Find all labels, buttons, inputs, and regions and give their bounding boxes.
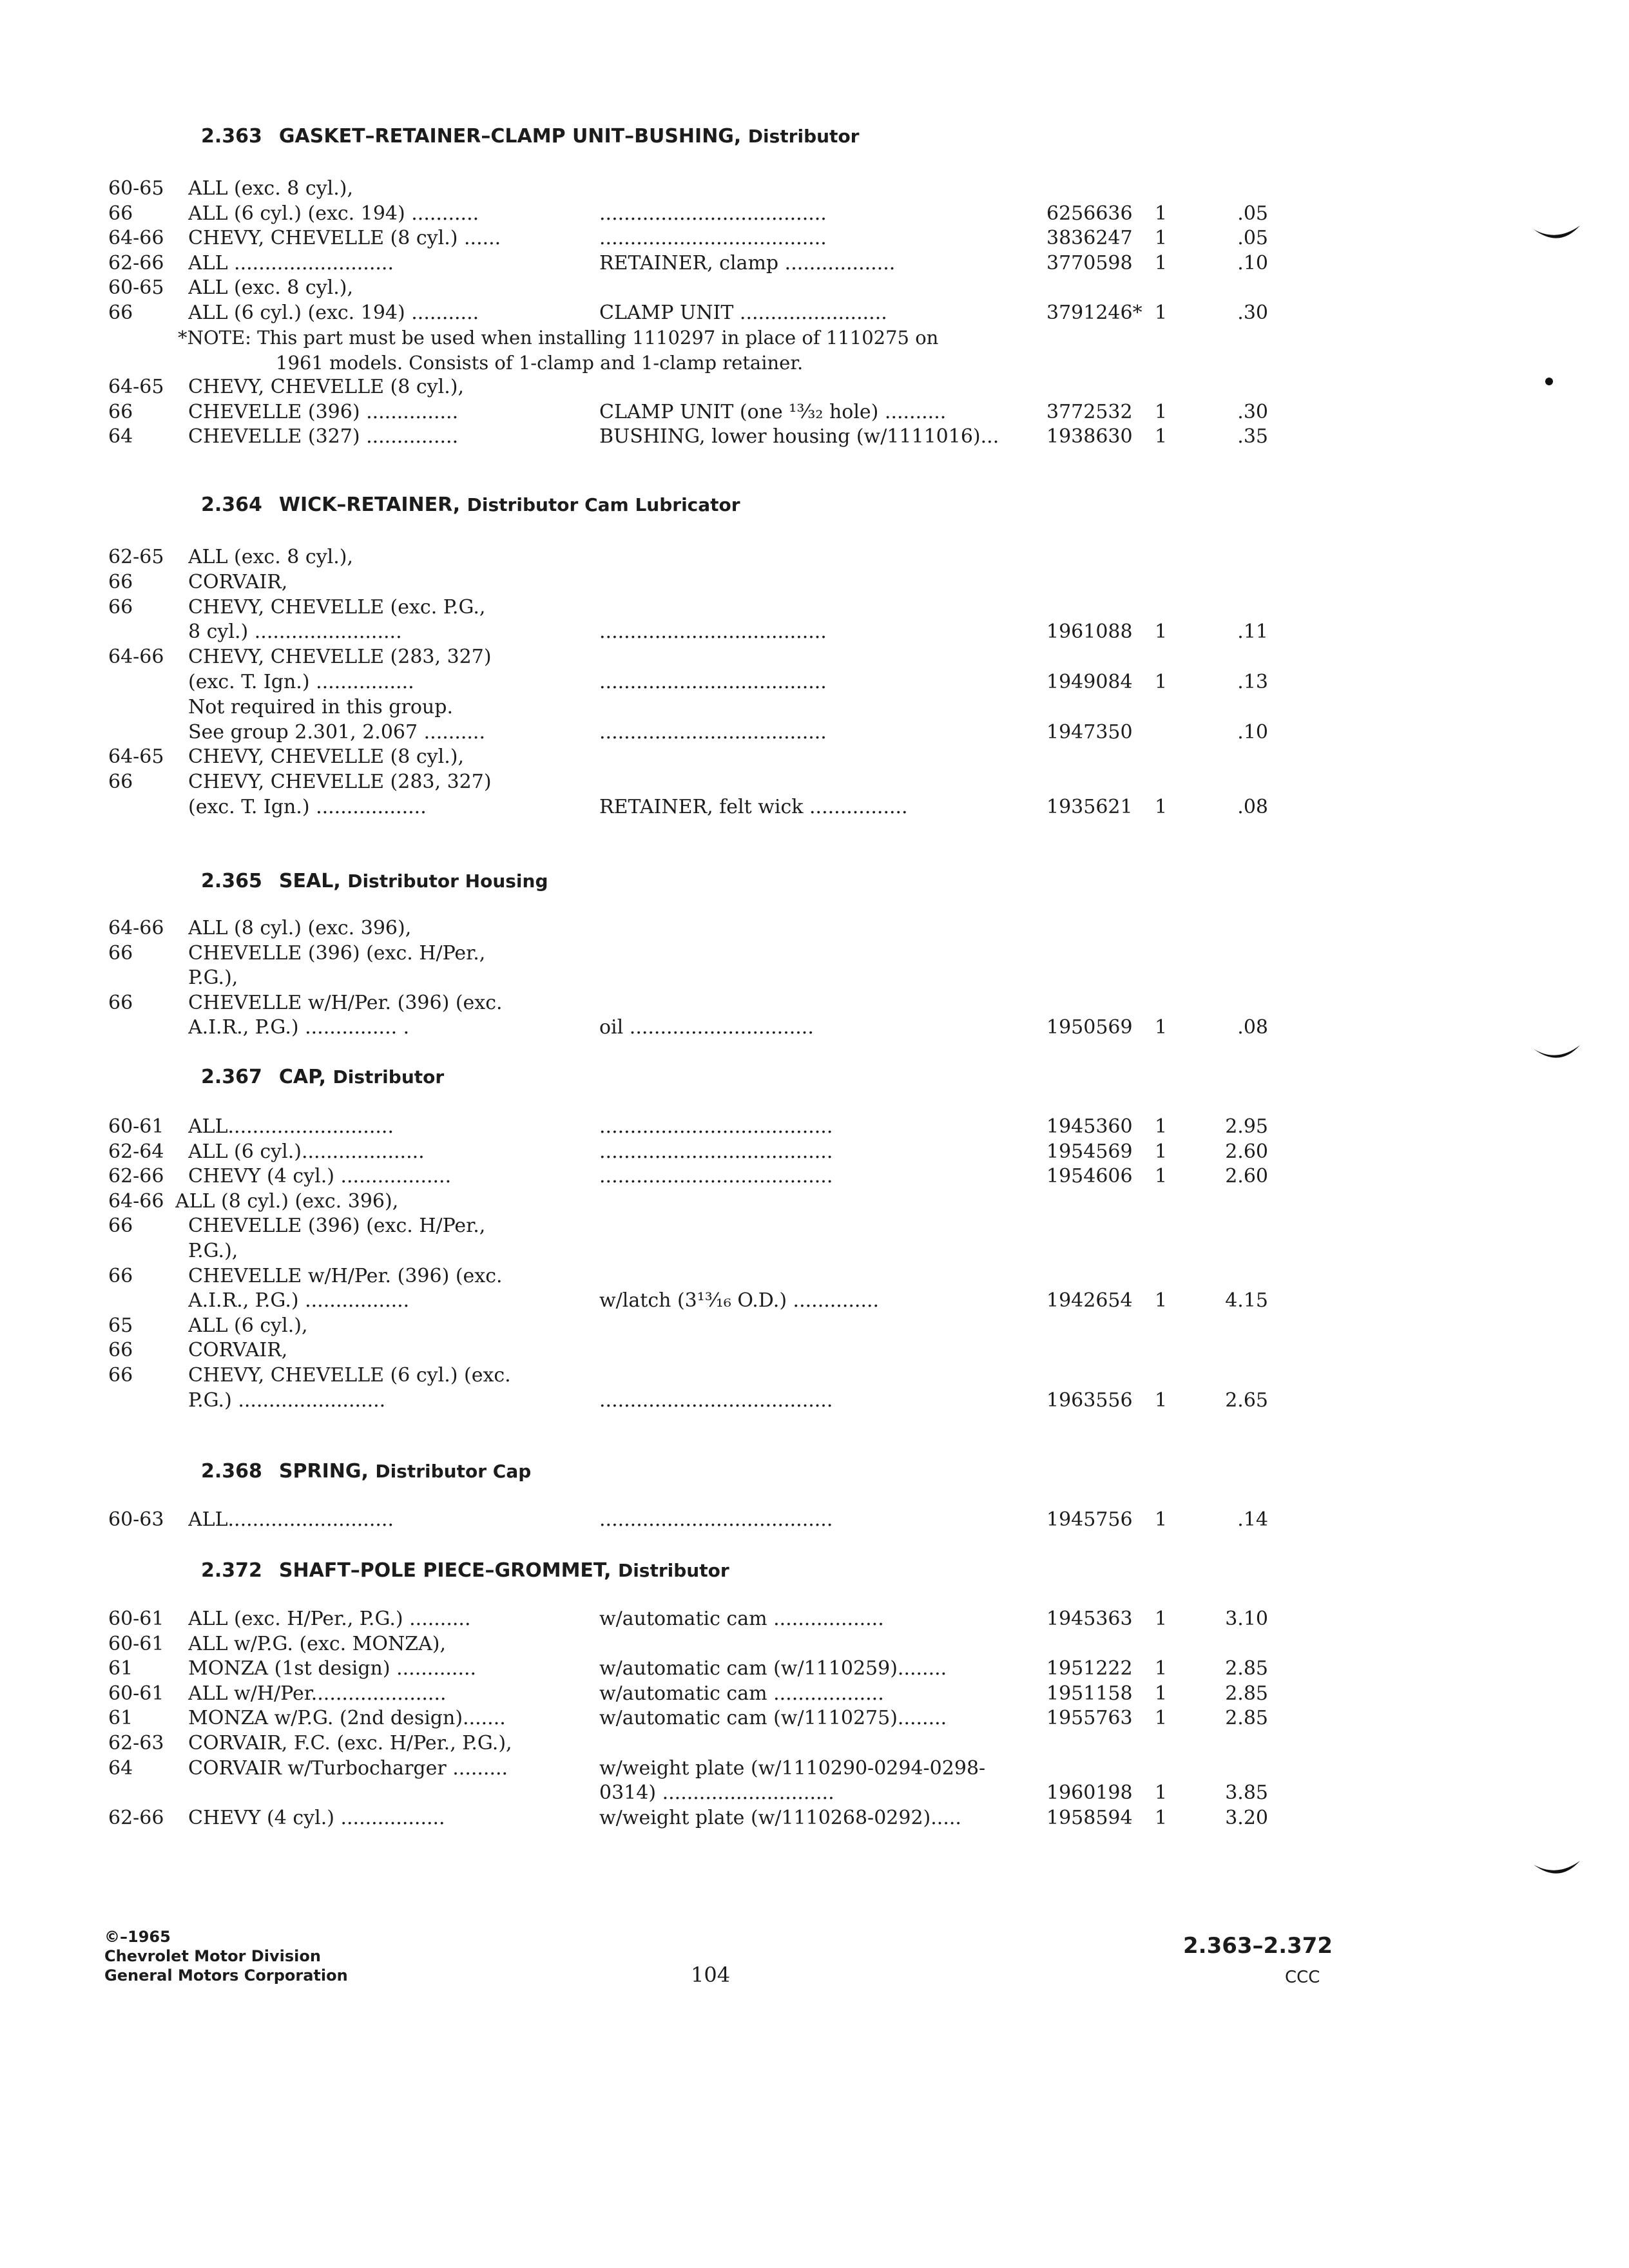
quantity: 1 xyxy=(1155,620,1168,643)
model-year: 64 xyxy=(108,425,133,448)
model-year: 66 xyxy=(108,302,133,324)
price: 2.85 xyxy=(1225,1707,1268,1729)
quantity: 1 xyxy=(1155,1508,1168,1531)
section-heading xyxy=(201,1558,729,1584)
parts-row xyxy=(0,202,1289,227)
group-range: 2.363–2.372 xyxy=(1183,1933,1333,1959)
section-subtitle: Distributor Cap xyxy=(375,1461,532,1482)
parts-row xyxy=(0,720,1289,746)
model-year: 66 xyxy=(108,401,133,423)
parts-row xyxy=(0,1115,1289,1140)
part-number: 1954606 xyxy=(1046,1165,1133,1187)
part-number: 6256636 xyxy=(1046,202,1133,225)
model-application: ALL (6 cyl.), xyxy=(188,1314,308,1337)
parts-row xyxy=(0,1239,1289,1265)
model-application: CHEVY, CHEVELLE (283, 327) xyxy=(188,646,492,668)
price: .13 xyxy=(1237,671,1268,693)
price: 2.60 xyxy=(1225,1140,1268,1163)
model-application: CORVAIR, F.C. (exc. H/Per., P.G.), xyxy=(188,1732,512,1754)
price: 3.85 xyxy=(1225,1782,1268,1804)
model-application: ALL w/P.G. (exc. MONZA), xyxy=(188,1633,447,1655)
quantity: 1 xyxy=(1155,671,1168,693)
model-year: 62-63 xyxy=(108,1732,164,1754)
binder-mark xyxy=(1543,375,1556,388)
model-application: CHEVY (4 cyl.) .................. xyxy=(188,1165,452,1187)
model-year: 66 xyxy=(108,1215,133,1237)
model-application: ALL (exc. 8 cyl.), xyxy=(188,546,354,568)
model-year: 66 xyxy=(108,1339,133,1361)
model-year: 64-66 xyxy=(108,1190,164,1213)
model-application: CHEVELLE (396) ............... xyxy=(188,401,459,423)
model-application: CHEVY, CHEVELLE (8 cyl.), xyxy=(188,376,464,398)
price: .10 xyxy=(1237,721,1268,744)
part-description: w/automatic cam .................. xyxy=(599,1682,884,1705)
model-year: 66 xyxy=(108,571,133,593)
model-year: 60-65 xyxy=(108,177,164,200)
parts-row xyxy=(0,226,1289,252)
part-number: 1949084 xyxy=(1046,671,1133,693)
parts-row xyxy=(0,1314,1289,1340)
model-year: 66 xyxy=(108,1265,133,1287)
price: 2.65 xyxy=(1225,1389,1268,1412)
section-subtitle: Distributor Cam Lubricator xyxy=(467,494,740,515)
price: .05 xyxy=(1237,227,1268,249)
quantity: 1 xyxy=(1155,202,1168,225)
part-description: ...................................... xyxy=(599,1389,833,1412)
model-year: 62-66 xyxy=(108,252,164,274)
model-year: 61 xyxy=(108,1657,133,1680)
model-year: 62-66 xyxy=(108,1165,164,1187)
parts-row xyxy=(0,1508,1289,1533)
quantity: 1 xyxy=(1155,425,1168,448)
quantity: 1 xyxy=(1155,1289,1168,1312)
parts-row xyxy=(0,1338,1289,1364)
model-application: CHEVELLE w/H/Per. (396) (exc. xyxy=(188,1265,503,1287)
price: 3.10 xyxy=(1225,1608,1268,1630)
model-application: CHEVELLE (396) (exc. H/Per., xyxy=(188,942,486,965)
part-description: w/weight plate (w/1110290-0294-0298- xyxy=(599,1757,986,1780)
model-year: 61 xyxy=(108,1707,133,1729)
parts-row xyxy=(0,1781,1289,1807)
part-description: RETAINER, felt wick ................ xyxy=(599,796,908,818)
section-heading xyxy=(201,1459,531,1485)
parts-row xyxy=(0,1756,1289,1782)
model-application: ALL w/H/Per...................... xyxy=(188,1682,447,1705)
part-number: 1945756 xyxy=(1046,1508,1133,1531)
part-number: 1947350 xyxy=(1046,721,1133,744)
part-description: ...................................... xyxy=(599,1165,833,1187)
part-number: 1955763 xyxy=(1046,1707,1133,1729)
part-description: w/automatic cam (w/1110275)........ xyxy=(599,1707,947,1729)
part-description: ...................................... xyxy=(599,1115,833,1138)
model-application: A.I.R., P.G.) ............... . xyxy=(188,1016,410,1039)
model-year: 65 xyxy=(108,1314,133,1337)
part-number: 1938630 xyxy=(1046,425,1133,448)
price: .35 xyxy=(1237,425,1268,448)
parts-row xyxy=(0,795,1289,821)
model-year: 60-61 xyxy=(108,1608,164,1630)
footnote-text: *NOTE: This part must be used when installing 1110297 in place of 1110275 on xyxy=(178,327,939,349)
parts-row xyxy=(0,1189,1289,1215)
model-application: ALL (6 cyl.) (exc. 194) ........... xyxy=(188,302,479,324)
model-application: P.G.) ........................ xyxy=(188,1389,386,1412)
quantity: 1 xyxy=(1155,1657,1168,1680)
model-year: 66 xyxy=(108,771,133,793)
parts-row xyxy=(0,1607,1289,1633)
parts-row xyxy=(0,375,1289,401)
part-description: ..................................... xyxy=(599,671,827,693)
parts-row xyxy=(0,1389,1289,1414)
model-application: Not required in this group. xyxy=(188,696,453,718)
model-application: ALL (6 cyl.).................... xyxy=(188,1140,425,1163)
part-description: BUSHING, lower housing (w/1111016)... xyxy=(599,425,999,448)
part-number: 3791246* xyxy=(1046,302,1142,324)
price: .30 xyxy=(1237,302,1268,324)
model-year: 66 xyxy=(108,596,133,619)
model-year: 64-66 xyxy=(108,917,164,939)
part-number: 1951158 xyxy=(1046,1682,1133,1705)
price: 4.15 xyxy=(1225,1289,1268,1312)
part-description: ..................................... xyxy=(599,227,827,249)
model-year: 64-66 xyxy=(108,227,164,249)
model-year: 64-66 xyxy=(108,646,164,668)
part-description: CLAMP UNIT ........................ xyxy=(599,302,887,324)
quantity: 1 xyxy=(1155,1707,1168,1729)
model-application: ALL........................... xyxy=(188,1508,394,1531)
section-title: SEAL, xyxy=(278,870,341,892)
part-number: 1942654 xyxy=(1046,1289,1133,1312)
section-title: GASKET–RETAINER–CLAMP UNIT–BUSHING, xyxy=(278,125,742,148)
section-title: WICK–RETAINER, xyxy=(278,494,461,516)
model-year: 60-63 xyxy=(108,1508,164,1531)
quantity: 1 xyxy=(1155,1016,1168,1039)
parts-row xyxy=(0,545,1289,571)
section-title: SPRING, xyxy=(278,1460,369,1483)
section-heading xyxy=(201,124,859,149)
model-application: CHEVELLE w/H/Per. (396) (exc. xyxy=(188,992,503,1014)
quantity: 1 xyxy=(1155,1807,1168,1829)
model-year: 66 xyxy=(108,942,133,965)
parts-row xyxy=(0,1289,1289,1314)
model-application: CHEVY, CHEVELLE (exc. P.G., xyxy=(188,596,486,619)
footer-copyright: ©–1965 xyxy=(104,1928,171,1946)
part-description: w/automatic cam .................. xyxy=(599,1608,884,1630)
part-number: 3836247 xyxy=(1046,227,1133,249)
quantity: 1 xyxy=(1155,1165,1168,1187)
model-year: 64-65 xyxy=(108,745,164,768)
part-description: CLAMP UNIT (one ¹³⁄₃₂ hole) .......... xyxy=(599,401,947,423)
section-heading xyxy=(201,1064,444,1090)
model-year: 66 xyxy=(108,1364,133,1387)
parts-row xyxy=(0,425,1289,450)
model-year: 64 xyxy=(108,1757,133,1780)
quantity: 1 xyxy=(1155,796,1168,818)
model-year: 64-65 xyxy=(108,376,164,398)
model-application: P.G.), xyxy=(188,1240,238,1262)
model-application: ALL (exc. 8 cyl.), xyxy=(188,177,354,200)
model-year: 60-61 xyxy=(108,1633,164,1655)
price: .14 xyxy=(1237,1508,1268,1531)
parts-row xyxy=(0,770,1289,796)
price: 2.85 xyxy=(1225,1657,1268,1680)
model-application: ALL (6 cyl.) (exc. 194) ........... xyxy=(188,202,479,225)
model-application: ALL (8 cyl.) (exc. 396), xyxy=(175,1190,399,1213)
parts-row xyxy=(0,1706,1289,1732)
part-description: ..................................... xyxy=(599,620,827,643)
quantity: 1 xyxy=(1155,302,1168,324)
binder-mark xyxy=(1531,222,1583,247)
parts-row xyxy=(0,1806,1289,1832)
parts-row xyxy=(0,1164,1289,1190)
price: .05 xyxy=(1237,202,1268,225)
part-number: 1960198 xyxy=(1046,1782,1133,1804)
quantity: 1 xyxy=(1155,401,1168,423)
price: .11 xyxy=(1237,620,1268,643)
part-number: 3772532 xyxy=(1046,401,1133,423)
model-year: 66 xyxy=(108,202,133,225)
section-title: CAP, xyxy=(278,1066,327,1088)
parts-row xyxy=(0,351,1289,376)
parts-row xyxy=(0,966,1289,992)
section-subtitle: Distributor xyxy=(333,1066,445,1088)
parts-row xyxy=(0,670,1289,696)
parts-row xyxy=(0,276,1289,302)
parts-row xyxy=(0,595,1289,621)
model-year: 60-61 xyxy=(108,1682,164,1705)
section-subtitle: Distributor Housing xyxy=(347,870,548,892)
model-application: P.G.), xyxy=(188,966,238,989)
model-application: CORVAIR, xyxy=(188,571,288,593)
binder-mark xyxy=(1531,1858,1583,1884)
part-description: w/automatic cam (w/1110259)........ xyxy=(599,1657,947,1680)
model-application: A.I.R., P.G.) ................. xyxy=(188,1289,410,1312)
parts-row xyxy=(0,695,1289,721)
binder-mark xyxy=(1531,1043,1583,1068)
part-number: 1951222 xyxy=(1046,1657,1133,1680)
parts-row xyxy=(0,1214,1289,1240)
parts-row xyxy=(0,1632,1289,1658)
parts-row xyxy=(0,645,1289,671)
quantity: 1 xyxy=(1155,1115,1168,1138)
parts-row xyxy=(0,1657,1289,1682)
quantity: 1 xyxy=(1155,1608,1168,1630)
model-application: CHEVY, CHEVELLE (6 cyl.) (exc. xyxy=(188,1364,511,1387)
price: 2.85 xyxy=(1225,1682,1268,1705)
part-number: 1958594 xyxy=(1046,1807,1133,1829)
section-number: 2.372 xyxy=(201,1559,262,1582)
parts-row xyxy=(0,570,1289,596)
part-number: 3770598 xyxy=(1046,252,1133,274)
parts-row xyxy=(0,1363,1289,1389)
part-description: ..................................... xyxy=(599,202,827,225)
model-application: (exc. T. Ign.) ................ xyxy=(188,671,414,693)
section-number: 2.368 xyxy=(201,1460,262,1483)
model-application: ALL .......................... xyxy=(188,252,394,274)
page-number: 104 xyxy=(691,1963,731,1987)
model-application: CORVAIR, xyxy=(188,1339,288,1361)
section-number: 2.363 xyxy=(201,125,262,148)
parts-row xyxy=(0,1682,1289,1707)
quantity: 1 xyxy=(1155,1682,1168,1705)
section-number: 2.367 xyxy=(201,1066,262,1088)
model-application: CHEVY (4 cyl.) ................. xyxy=(188,1807,445,1829)
model-year: 60-65 xyxy=(108,276,164,299)
model-application: CHEVY, CHEVELLE (8 cyl.), xyxy=(188,745,464,768)
model-year: 62-64 xyxy=(108,1140,164,1163)
section-number: 2.365 xyxy=(201,870,262,892)
part-number: 1945360 xyxy=(1046,1115,1133,1138)
part-number: 1954569 xyxy=(1046,1140,1133,1163)
price: .10 xyxy=(1237,252,1268,274)
parts-row xyxy=(0,325,1289,351)
parts-row xyxy=(0,301,1289,327)
price: .08 xyxy=(1237,796,1268,818)
quantity: 1 xyxy=(1155,252,1168,274)
model-year: 62-66 xyxy=(108,1807,164,1829)
parts-row xyxy=(0,745,1289,771)
model-application: See group 2.301, 2.067 .......... xyxy=(188,721,486,744)
parts-row xyxy=(0,1264,1289,1290)
part-description: w/weight plate (w/1110268-0292)..... xyxy=(599,1807,961,1829)
part-description: 0314) ............................ xyxy=(599,1782,834,1804)
parts-row xyxy=(0,620,1289,646)
parts-row xyxy=(0,1140,1289,1166)
part-number: 1961088 xyxy=(1046,620,1133,643)
price: 3.20 xyxy=(1225,1807,1268,1829)
quantity: 1 xyxy=(1155,1782,1168,1804)
section-title: SHAFT–POLE PIECE–GROMMET, xyxy=(278,1559,612,1582)
model-application: CORVAIR w/Turbocharger ......... xyxy=(188,1757,508,1780)
price: .30 xyxy=(1237,401,1268,423)
catalog-code: CCC xyxy=(1285,1968,1320,1987)
model-application: 8 cyl.) ........................ xyxy=(188,620,402,643)
section-number: 2.364 xyxy=(201,494,262,516)
part-description: w/latch (3¹³⁄₁₆ O.D.) .............. xyxy=(599,1289,880,1312)
footer-division: Chevrolet Motor Division xyxy=(104,1947,321,1965)
quantity: 1 xyxy=(1155,227,1168,249)
price: .08 xyxy=(1237,1016,1268,1039)
model-application: CHEVELLE (396) (exc. H/Per., xyxy=(188,1215,486,1237)
model-application: MONZA (1st design) ............. xyxy=(188,1657,477,1680)
part-description: ...................................... xyxy=(599,1508,833,1531)
parts-row xyxy=(0,1731,1289,1757)
parts-row xyxy=(0,400,1289,426)
section-heading xyxy=(201,869,548,894)
model-application: (exc. T. Ign.) .................. xyxy=(188,796,427,818)
parts-row xyxy=(0,941,1289,967)
model-year: 60-61 xyxy=(108,1115,164,1138)
part-number: 1935621 xyxy=(1046,796,1133,818)
model-application: CHEVY, CHEVELLE (283, 327) xyxy=(188,771,492,793)
parts-row xyxy=(0,916,1289,942)
part-description: RETAINER, clamp .................. xyxy=(599,252,896,274)
quantity: 1 xyxy=(1155,1389,1168,1412)
model-year: 66 xyxy=(108,992,133,1014)
quantity: 1 xyxy=(1155,1140,1168,1163)
part-number: 1945363 xyxy=(1046,1608,1133,1630)
model-application: ALL (exc. 8 cyl.), xyxy=(188,276,354,299)
model-application: ALL........................... xyxy=(188,1115,394,1138)
parts-row xyxy=(0,251,1289,277)
part-description: oil .............................. xyxy=(599,1016,814,1039)
part-number: 1963556 xyxy=(1046,1389,1133,1412)
parts-row xyxy=(0,177,1289,202)
model-application: CHEVELLE (327) ............... xyxy=(188,425,459,448)
section-subtitle: Distributor xyxy=(617,1560,729,1581)
section-heading xyxy=(201,492,740,518)
model-year: 62-65 xyxy=(108,546,164,568)
part-number: 1950569 xyxy=(1046,1016,1133,1039)
model-application: MONZA w/P.G. (2nd design)....... xyxy=(188,1707,506,1729)
footnote-text: 1961 models. Consists of 1-clamp and 1-clamp retainer. xyxy=(276,352,804,374)
model-application: ALL (exc. H/Per., P.G.) .......... xyxy=(188,1608,471,1630)
price: 2.95 xyxy=(1225,1115,1268,1138)
model-application: ALL (8 cyl.) (exc. 396), xyxy=(188,917,412,939)
part-description: ..................................... xyxy=(599,721,827,744)
parts-row xyxy=(0,1015,1289,1041)
footer-corporation: General Motors Corporation xyxy=(104,1966,348,1984)
price: 2.60 xyxy=(1225,1165,1268,1187)
section-subtitle: Distributor xyxy=(747,126,860,147)
part-description: ...................................... xyxy=(599,1140,833,1163)
parts-row xyxy=(0,991,1289,1017)
model-application: CHEVY, CHEVELLE (8 cyl.) ...... xyxy=(188,227,501,249)
